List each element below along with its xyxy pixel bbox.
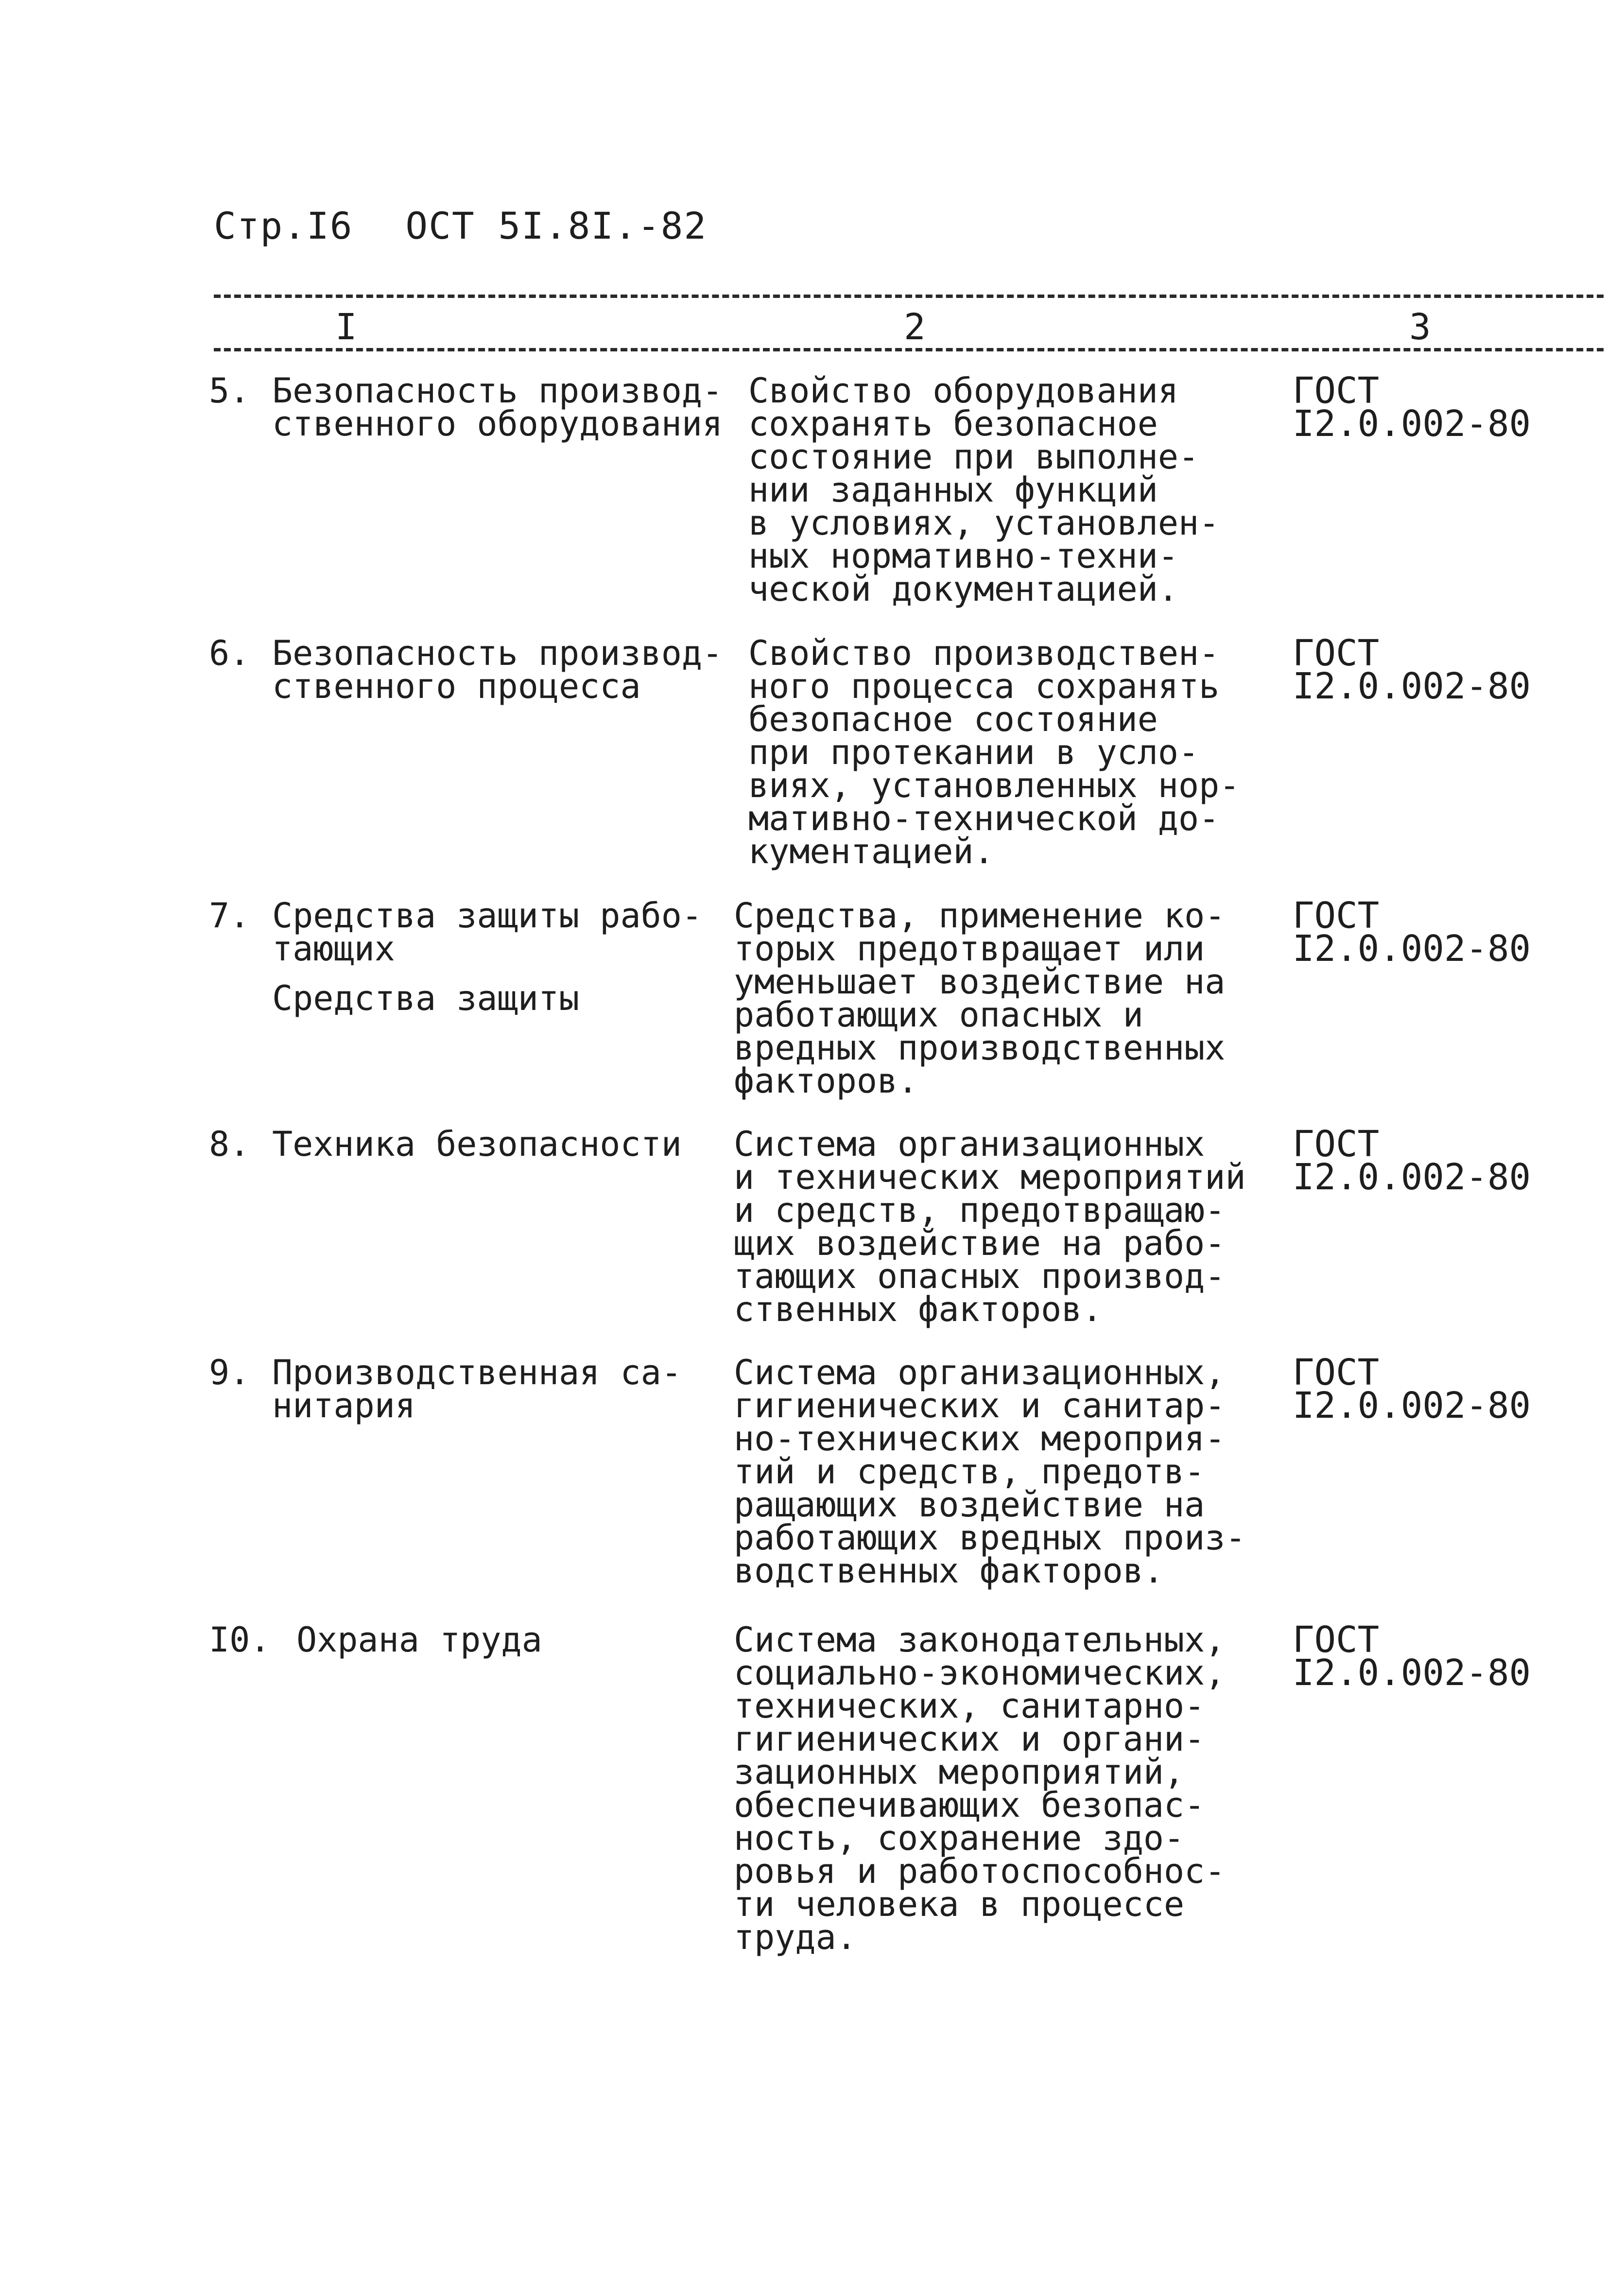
term-line: нитария bbox=[272, 1386, 416, 1426]
entry-number: 9. bbox=[209, 1353, 250, 1392]
definition-line: Свойство оборудования bbox=[748, 371, 1179, 411]
table-header-bottom-rule bbox=[214, 348, 1604, 351]
definition-line: сохранять безопасное bbox=[748, 404, 1158, 444]
definition-line: ность, сохранение здо- bbox=[734, 1818, 1185, 1858]
definition-line: торых предотвращает или bbox=[734, 929, 1205, 969]
definition-line: щих воздействие на рабо- bbox=[734, 1223, 1226, 1263]
reference-line: I2.0.002-80 bbox=[1293, 1385, 1531, 1426]
definition-line: безопасное состояние bbox=[748, 699, 1158, 739]
entry-number: 8. bbox=[209, 1124, 250, 1164]
column-number-1: I bbox=[330, 306, 362, 348]
entry-reference bbox=[1293, 1619, 1531, 1694]
definition-line: Система законодательных, bbox=[734, 1620, 1226, 1660]
definition-line: мативно-технической до- bbox=[748, 799, 1220, 838]
definition-line: ных нормативно-техни- bbox=[748, 536, 1179, 576]
reference-line: I2.0.002-80 bbox=[1293, 403, 1531, 445]
definition-line: ственных факторов. bbox=[734, 1289, 1103, 1329]
table-row bbox=[209, 370, 1604, 637]
page-header bbox=[214, 204, 736, 247]
definition-line: и технических мероприятий bbox=[734, 1157, 1246, 1197]
definition-line: тий и средств, предотв- bbox=[734, 1452, 1205, 1492]
entry-number: 7. bbox=[209, 896, 250, 936]
definition-line: социально-экономических, bbox=[734, 1653, 1226, 1693]
reference-line: I2.0.002-80 bbox=[1293, 928, 1531, 970]
table-row bbox=[209, 895, 1604, 1128]
definition-line: ти человека в процессе bbox=[734, 1884, 1185, 1924]
reference-line: ГОСТ bbox=[1293, 1619, 1380, 1661]
definition-line: обеспечивающих безопас- bbox=[734, 1785, 1205, 1825]
definition-line: факторов. bbox=[734, 1061, 918, 1101]
definition-line: работающих вредных произ- bbox=[734, 1518, 1246, 1558]
entry-reference bbox=[1293, 1123, 1531, 1198]
entry-number: 6. bbox=[209, 633, 250, 673]
definition-line: Средства, применение ко- bbox=[734, 896, 1226, 936]
term-line: Безопасность производ- bbox=[272, 633, 723, 673]
term-line: Техника безопасности bbox=[272, 1124, 682, 1164]
definition-line: Свойство производствен- bbox=[748, 633, 1220, 673]
definition-line: ческой документацией. bbox=[748, 569, 1179, 609]
reference-line: I2.0.002-80 bbox=[1293, 1156, 1531, 1198]
definition-line: водственных факторов. bbox=[734, 1551, 1164, 1591]
entry-definition bbox=[734, 1353, 1297, 1591]
term-line: Охрана труда bbox=[296, 1620, 542, 1660]
entry-reference bbox=[1293, 895, 1531, 970]
terms-table bbox=[209, 370, 1604, 1964]
definition-line: труда. bbox=[734, 1917, 857, 1957]
reference-line: ГОСТ bbox=[1293, 1352, 1380, 1393]
term-line: Безопасность производ- bbox=[272, 371, 723, 411]
entry-definition bbox=[734, 1620, 1297, 1957]
definition-line: Система организационных bbox=[734, 1124, 1205, 1164]
term-line: ственного процесса bbox=[272, 666, 641, 706]
definition-line: ровья и работоспособнос- bbox=[734, 1851, 1226, 1891]
table-row bbox=[209, 1619, 1604, 1964]
definition-line: состояние при выполне- bbox=[748, 437, 1199, 477]
definition-line: гигиенических и органи- bbox=[734, 1719, 1205, 1759]
table-row bbox=[209, 1352, 1604, 1623]
term-line: Производственная са- bbox=[272, 1353, 682, 1392]
definition-line: Система организационных, bbox=[734, 1353, 1226, 1392]
definition-line: ного процесса сохранять bbox=[748, 666, 1220, 706]
definition-line: ращающих воздействие на bbox=[734, 1485, 1205, 1525]
definition-line: уменьшает воздействие на bbox=[734, 962, 1226, 1002]
entry-reference bbox=[1293, 370, 1531, 445]
reference-line: ГОСТ bbox=[1293, 370, 1380, 412]
reference-line: ГОСТ bbox=[1293, 1123, 1380, 1165]
reference-line: I2.0.002-80 bbox=[1293, 1652, 1531, 1694]
term-synonym: Средства защиты bbox=[272, 978, 580, 1018]
entry-definition bbox=[734, 896, 1297, 1101]
term-line: тающих bbox=[272, 929, 395, 969]
standard-code: ОСТ 5I.8I.-82 bbox=[405, 204, 708, 247]
reference-line: I2.0.002-80 bbox=[1293, 665, 1531, 707]
entry-number: 5. bbox=[209, 371, 250, 411]
reference-line: ГОСТ bbox=[1293, 895, 1380, 937]
table-row bbox=[209, 1123, 1604, 1356]
reference-line: ГОСТ bbox=[1293, 632, 1380, 674]
definition-line: но-технических мероприя- bbox=[734, 1419, 1226, 1459]
entry-reference bbox=[1293, 632, 1531, 707]
definition-line: виях, установленных нор- bbox=[748, 765, 1240, 805]
entry-definition bbox=[748, 633, 1312, 871]
definition-line: кументацией. bbox=[748, 832, 994, 871]
entry-reference bbox=[1293, 1352, 1531, 1426]
definition-line: работающих опасных и bbox=[734, 995, 1143, 1035]
term-line: ственного оборудования bbox=[272, 404, 723, 444]
definition-line: вредных производственных bbox=[734, 1028, 1226, 1068]
column-number-3: 3 bbox=[1404, 306, 1436, 348]
table-row bbox=[209, 632, 1604, 899]
definition-line: зационных мероприятий, bbox=[734, 1752, 1185, 1792]
definition-line: в условиях, установлен- bbox=[748, 503, 1220, 543]
definition-line: при протекании в усло- bbox=[748, 732, 1199, 772]
definition-line: нии заданных функций bbox=[748, 470, 1158, 510]
page-number: Стр.I6 bbox=[214, 204, 353, 247]
column-number-2: 2 bbox=[899, 306, 931, 348]
table-header-top-rule bbox=[214, 295, 1604, 298]
entry-definition bbox=[734, 1124, 1297, 1329]
entry-number: I0. bbox=[209, 1620, 271, 1660]
definition-line: тающих опасных производ- bbox=[734, 1256, 1226, 1296]
definition-line: технических, санитарно- bbox=[734, 1686, 1205, 1726]
term-line: Средства защиты рабо- bbox=[272, 896, 703, 936]
definition-line: гигиенических и санитар- bbox=[734, 1386, 1226, 1426]
entry-definition bbox=[748, 371, 1312, 609]
definition-line: и средств, предотвращаю- bbox=[734, 1190, 1226, 1230]
